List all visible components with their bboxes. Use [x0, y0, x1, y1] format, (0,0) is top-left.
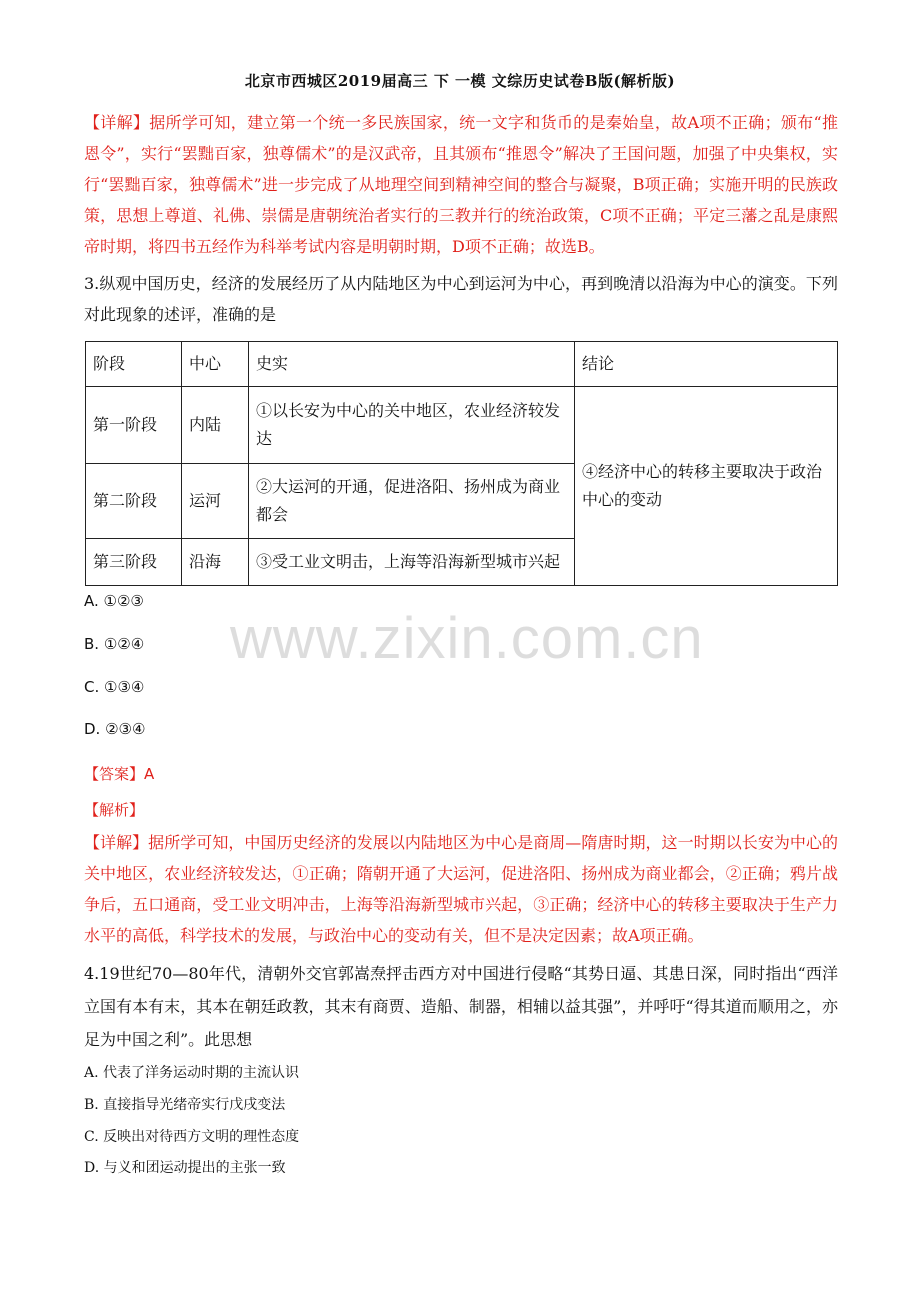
table-header-conclusion: 结论	[575, 342, 838, 387]
page-header: 北京市西城区2019届高三 下 一模 文综历史试卷B版(解析版)	[244, 72, 676, 90]
q3-analysis: 【详解】据所学可知，中国历史经济的发展以内陆地区为中心是商周—隋唐时期，这一时期以长安为中心的关中地区，农业经济较发达，①正确；隋朝开通了大运河，促进洛阳、扬州成为商业都会，②正确；鸦片战争后，五口通商，受工业文明冲击，上海等沿海新型城市兴起，③正确；经济中心的转移主要取决于生产力水平的高低，科学技术的发展，与政治中心的变动有关，但不是决定因素；故A项正确。	[84, 833, 838, 945]
q4-option-a: A. 代表了洋务运动时期的主流认识	[84, 1065, 300, 1081]
q3-answer: 【答案】A	[84, 765, 155, 783]
table-cell-center: 运河	[182, 464, 249, 539]
table-cell-fact: ③受工业文明击，上海等沿海新型城市兴起	[249, 539, 575, 586]
table-cell-stage: 第二阶段	[86, 464, 182, 539]
q3-analysis-title: 【解析】	[84, 801, 145, 819]
table-row	[86, 387, 838, 464]
q4-stem: 4.19世纪70—80年代，清朝外交官郭嵩焘抨击西方对中国进行侵略“其势日逼、其患日深，同时指出“西洋立国有本有末，其本在朝廷政教，其末有商贾、造船、制器，相辅以益其强”，并呼吁“得其道而顺用之，亦足为中国之利”。此思想	[84, 964, 838, 1049]
table-cell-center: 沿海	[182, 539, 249, 586]
table-cell-center: 内陆	[182, 387, 249, 464]
q3-option-c: C. ①③④	[84, 678, 145, 696]
q3-option-a: A. ①②③	[84, 592, 144, 610]
q3-stem: 3.纵观中国历史，经济的发展经历了从内陆地区为中心到运河为中心，再到晚清以沿海为中心的演变。下列对此现象的述评，准确的是	[84, 274, 838, 324]
prev-question-analysis: 【详解】据所学可知，建立第一个统一多民族国家，统一文字和货币的是秦始皇，故A项不正确；颁布“推恩令”，实行“罢黜百家，独尊儒术”的是汉武帝，且其颁布“推恩令”解决了王国问题，加强了中央集权，实行“罢黜百家，独尊儒术”进一步完成了从地理空间到精神空间的整合与凝聚，B项正确；实施开明的民族政策，思想上尊道、礼佛、崇儒是唐朝统治者实行的三教并行的统治政策，C项不正确；平定三藩之乱是康熙帝时期，将四书五经作为科举考试内容是明朝时期，D项不正确；故选B。	[84, 113, 838, 256]
table-cell-fact: ①以长安为中心的关中地区，农业经济较发达	[249, 387, 575, 464]
table-cell-stage: 第一阶段	[86, 387, 182, 464]
table-header-fact: 史实	[249, 342, 575, 387]
q4-option-b: B. 直接指导光绪帝实行戊戌变法	[84, 1097, 286, 1113]
table-cell-fact: ②大运河的开通，促进洛阳、扬州成为商业都会	[249, 464, 575, 539]
table-cell-stage: 第三阶段	[86, 539, 182, 586]
watermark: www.zixin.com.cn	[230, 606, 704, 671]
q4-option-d: D. 与义和团运动提出的主张一致	[84, 1160, 286, 1176]
q3-option-d: D. ②③④	[84, 720, 146, 738]
q4-option-c: C. 反映出对待西方文明的理性态度	[84, 1129, 300, 1145]
q3-option-b: B. ①②④	[84, 635, 145, 653]
table-header-stage: 阶段	[86, 342, 182, 387]
table-cell-conclusion: ④经济中心的转移主要取决于政治中心的变动	[575, 387, 838, 586]
table-header-center: 中心	[182, 342, 249, 387]
q3-table	[85, 341, 838, 586]
